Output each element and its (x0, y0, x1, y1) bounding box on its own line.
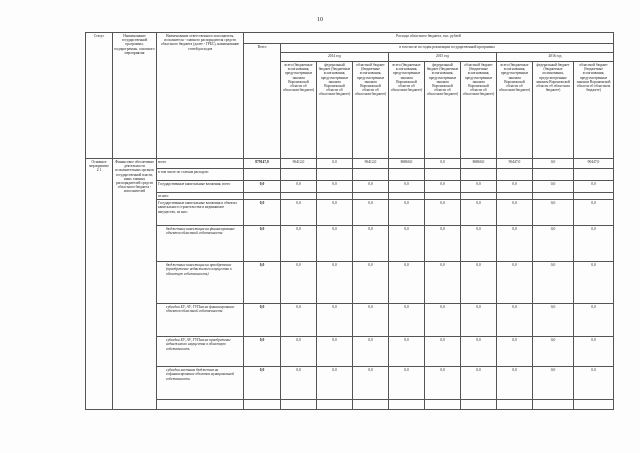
table-cell: 0,0 (461, 226, 497, 262)
table-cell: 0,0 (353, 304, 389, 337)
table-cell (317, 169, 353, 181)
cell-2016-all: 90447,0 (497, 159, 533, 169)
table-cell (425, 400, 461, 410)
table-cell: 0,0 (461, 262, 497, 304)
row-label: в том числе по статьям расходов: (157, 169, 244, 181)
table-cell: 0,0 (574, 304, 614, 337)
header-including-years: в том числе по годам реализации государственной программы (281, 44, 614, 53)
table-cell: 0,0 (281, 367, 317, 400)
header-year-2014: 2014 год (281, 53, 389, 62)
table-cell: 0,0 (497, 262, 533, 304)
header-2014-federal: федеральный бюджет (бюджетные ассигнования, предусмотренные законом Воронежской области об областном бюджете) (317, 62, 353, 159)
table-cell (574, 400, 614, 410)
cell-2014-federal: 0,0 (317, 159, 353, 169)
header-status: Статус (86, 33, 113, 159)
header-executor: Наименование ответственного исполнителя, исполнителя - главного распорядителя средств областного бюджета (далее - ГРБС), наименование статей расходов (157, 33, 244, 159)
table-cell: 0,0 (389, 181, 425, 193)
table-cell: 0,0 (533, 304, 574, 337)
table-cell: 0,0 (389, 262, 425, 304)
table-cell: 0,0 (574, 181, 614, 193)
cell-2015-regional: 86860,0 (461, 159, 497, 169)
header-2015-regional: областной бюджет (бюджетные ассигнования, предусмотренные законом Воронежской области об областном бюджете) (461, 62, 497, 159)
table-cell: 0,0 (244, 226, 281, 262)
table-cell: 0,0 (497, 181, 533, 193)
row-program-name: Финансовое обеспечение деятельности исполнительных органов государственной власти, иных главных распорядителей средств областного бюджета - исполнителей (113, 159, 157, 410)
table-cell: 0,0 (389, 337, 425, 367)
table-cell: 0,0 (281, 200, 317, 226)
table-cell: 0,0 (317, 181, 353, 193)
table-cell: 0,0 (574, 337, 614, 367)
table-cell: 0,0 (425, 304, 461, 337)
table-cell: 0,0 (574, 200, 614, 226)
table-cell: 0,0 (317, 367, 353, 400)
table-cell: 0,0 (389, 304, 425, 337)
table-cell: 0,0 (461, 200, 497, 226)
table-cell: 0,0 (317, 337, 353, 367)
table-cell: 0,0 (425, 200, 461, 226)
table-cell (425, 193, 461, 200)
header-2016-federal: федеральный бюджет (бюджетные ассигнования, предусмотренные законом Воронежской области об областном бюджете) (533, 62, 574, 159)
table-cell: 0,0 (389, 367, 425, 400)
table-cell: 0,0 (425, 262, 461, 304)
header-2014-regional: областной бюджет (бюджетные ассигнования, предусмотренные законом Воронежской области об областном бюджете) (353, 62, 389, 159)
table-cell: 0,0 (353, 181, 389, 193)
table-cell: 0,0 (317, 262, 353, 304)
row-label: субсидии местным бюджетам на софинансирование объектов муниципальной собственности (157, 367, 244, 400)
table-cell: 0,0 (497, 367, 533, 400)
table-cell: 0,0 (574, 226, 614, 262)
table-cell: 0,0 (281, 226, 317, 262)
table-cell: 0,0 (533, 367, 574, 400)
table-cell: 0,0 (497, 200, 533, 226)
table-cell (353, 400, 389, 410)
table-cell: 0,0 (497, 337, 533, 367)
table-cell: 0,0 (317, 226, 353, 262)
table-cell (461, 169, 497, 181)
table-cell (244, 193, 281, 200)
row-label (157, 400, 244, 410)
table-cell: 0,0 (497, 226, 533, 262)
cell-2014-all: 96412,0 (281, 159, 317, 169)
header-program-name: Наименование государственной программы, подпрограммы, основного мероприятия (113, 33, 157, 159)
table-cell (281, 169, 317, 181)
table-cell (574, 169, 614, 181)
table-cell: 0,0 (461, 304, 497, 337)
row-label: субсидии БУ, АУ, ГУПам на финансирование объектов областной собственности (157, 304, 244, 337)
table-cell: 0,0 (533, 337, 574, 367)
row-label: субсидии БУ, АУ, ГУПам на приобретение недвижимого имущества в областную собственность (157, 337, 244, 367)
header-year-2016: 2016 год (497, 53, 614, 62)
cell-2014-regional: 96412,0 (353, 159, 389, 169)
table-cell (497, 400, 533, 410)
table-cell: 0,0 (244, 181, 281, 193)
cell-total: 879147,0 (244, 159, 281, 169)
cell-2015-federal: 0,0 (425, 159, 461, 169)
table-cell (317, 193, 353, 200)
table-cell: 0,0 (353, 262, 389, 304)
table-cell: 0,0 (461, 367, 497, 400)
table-cell (244, 400, 281, 410)
table-cell: 0,0 (533, 181, 574, 193)
table-cell (317, 400, 353, 410)
table-cell: 0,0 (244, 337, 281, 367)
row-label: Государственные капитальные вложения, всего (157, 181, 244, 193)
row-label: бюджетные инвестиции на приобретение (приобретение недвижимого имущества в областную собственность) (157, 262, 244, 304)
table-cell: 0,0 (244, 367, 281, 400)
table-cell: 0,0 (533, 226, 574, 262)
table-cell (425, 169, 461, 181)
table-cell: 0,0 (574, 262, 614, 304)
table-cell (244, 169, 281, 181)
table-cell: 0,0 (244, 304, 281, 337)
cell-2016-regional: 90447,0 (574, 159, 614, 169)
row-label: бюджетные инвестиции на финансирование объектов областной собственности (157, 226, 244, 262)
table-cell: 0,0 (533, 200, 574, 226)
table-cell: 0,0 (425, 337, 461, 367)
table-cell (533, 169, 574, 181)
table-cell (461, 400, 497, 410)
cell-2015-all: 86860,0 (389, 159, 425, 169)
table-cell: 0,0 (353, 200, 389, 226)
table-cell: 0,0 (574, 367, 614, 400)
row-label: из них: (157, 193, 244, 200)
table-cell (389, 400, 425, 410)
table-cell: 0,0 (244, 200, 281, 226)
table-cell: 0,0 (533, 262, 574, 304)
table-cell (497, 193, 533, 200)
table-cell (281, 400, 317, 410)
table-cell (353, 193, 389, 200)
table-cell (389, 193, 425, 200)
header-year-2015: 2015 год (389, 53, 497, 62)
table-cell: 0,0 (317, 200, 353, 226)
table-cell: 0,0 (281, 337, 317, 367)
table-cell (281, 193, 317, 200)
table-cell (461, 193, 497, 200)
header-2016-regional: областной бюджет (бюджетные ассигнования, предусмотренные законом Воронежской области об областном бюджете) (574, 62, 614, 159)
row-label: Государственные капитальные вложения в объекты капитального строительства и недвижимое имущество, из них: (157, 200, 244, 226)
table-cell (533, 400, 574, 410)
table-cell: 0,0 (244, 262, 281, 304)
table-cell: 0,0 (425, 367, 461, 400)
cell-2016-federal: 0,0 (533, 159, 574, 169)
header-total: Всего (244, 44, 281, 159)
header-2015-all: всего (бюджетные ассигнования, предусмотренные законом Воронежской области об областном бюджете) (389, 62, 425, 159)
header-2015-federal: федеральный бюджет (бюджетные ассигнования, предусмотренные законом Воронежской области об областном бюджете) (425, 62, 461, 159)
table-cell: 0,0 (497, 304, 533, 337)
table-cell (389, 169, 425, 181)
table-cell: 0,0 (461, 337, 497, 367)
table-cell: 0,0 (389, 200, 425, 226)
table-cell: 0,0 (281, 304, 317, 337)
budget-table (85, 32, 614, 410)
row-status: Основное мероприятие 2.1 (86, 159, 113, 410)
table-cell: 0,0 (389, 226, 425, 262)
table-cell: 0,0 (281, 181, 317, 193)
table-cell: 0,0 (425, 226, 461, 262)
table-cell: 0,0 (461, 181, 497, 193)
header-expenses-title: Расходы областного бюджета, тыс. рублей (244, 33, 614, 44)
table-cell: 0,0 (353, 337, 389, 367)
table-cell (353, 169, 389, 181)
table-cell: 0,0 (353, 367, 389, 400)
header-2014-all: всего (бюджетные ассигнования, предусмотренные законом Воронежской области об областном бюджете) (281, 62, 317, 159)
table-cell: 0,0 (317, 304, 353, 337)
table-cell: 0,0 (425, 181, 461, 193)
table-cell (574, 193, 614, 200)
header-2016-all: всего (бюджетные ассигнования, предусмотренные законом Воронежской области об областном бюджете) (497, 62, 533, 159)
table-cell (497, 169, 533, 181)
page-number: 10 (317, 17, 323, 23)
table-cell (533, 193, 574, 200)
row-label-total: всего (157, 159, 244, 169)
table-cell: 0,0 (353, 226, 389, 262)
table-cell: 0,0 (281, 262, 317, 304)
